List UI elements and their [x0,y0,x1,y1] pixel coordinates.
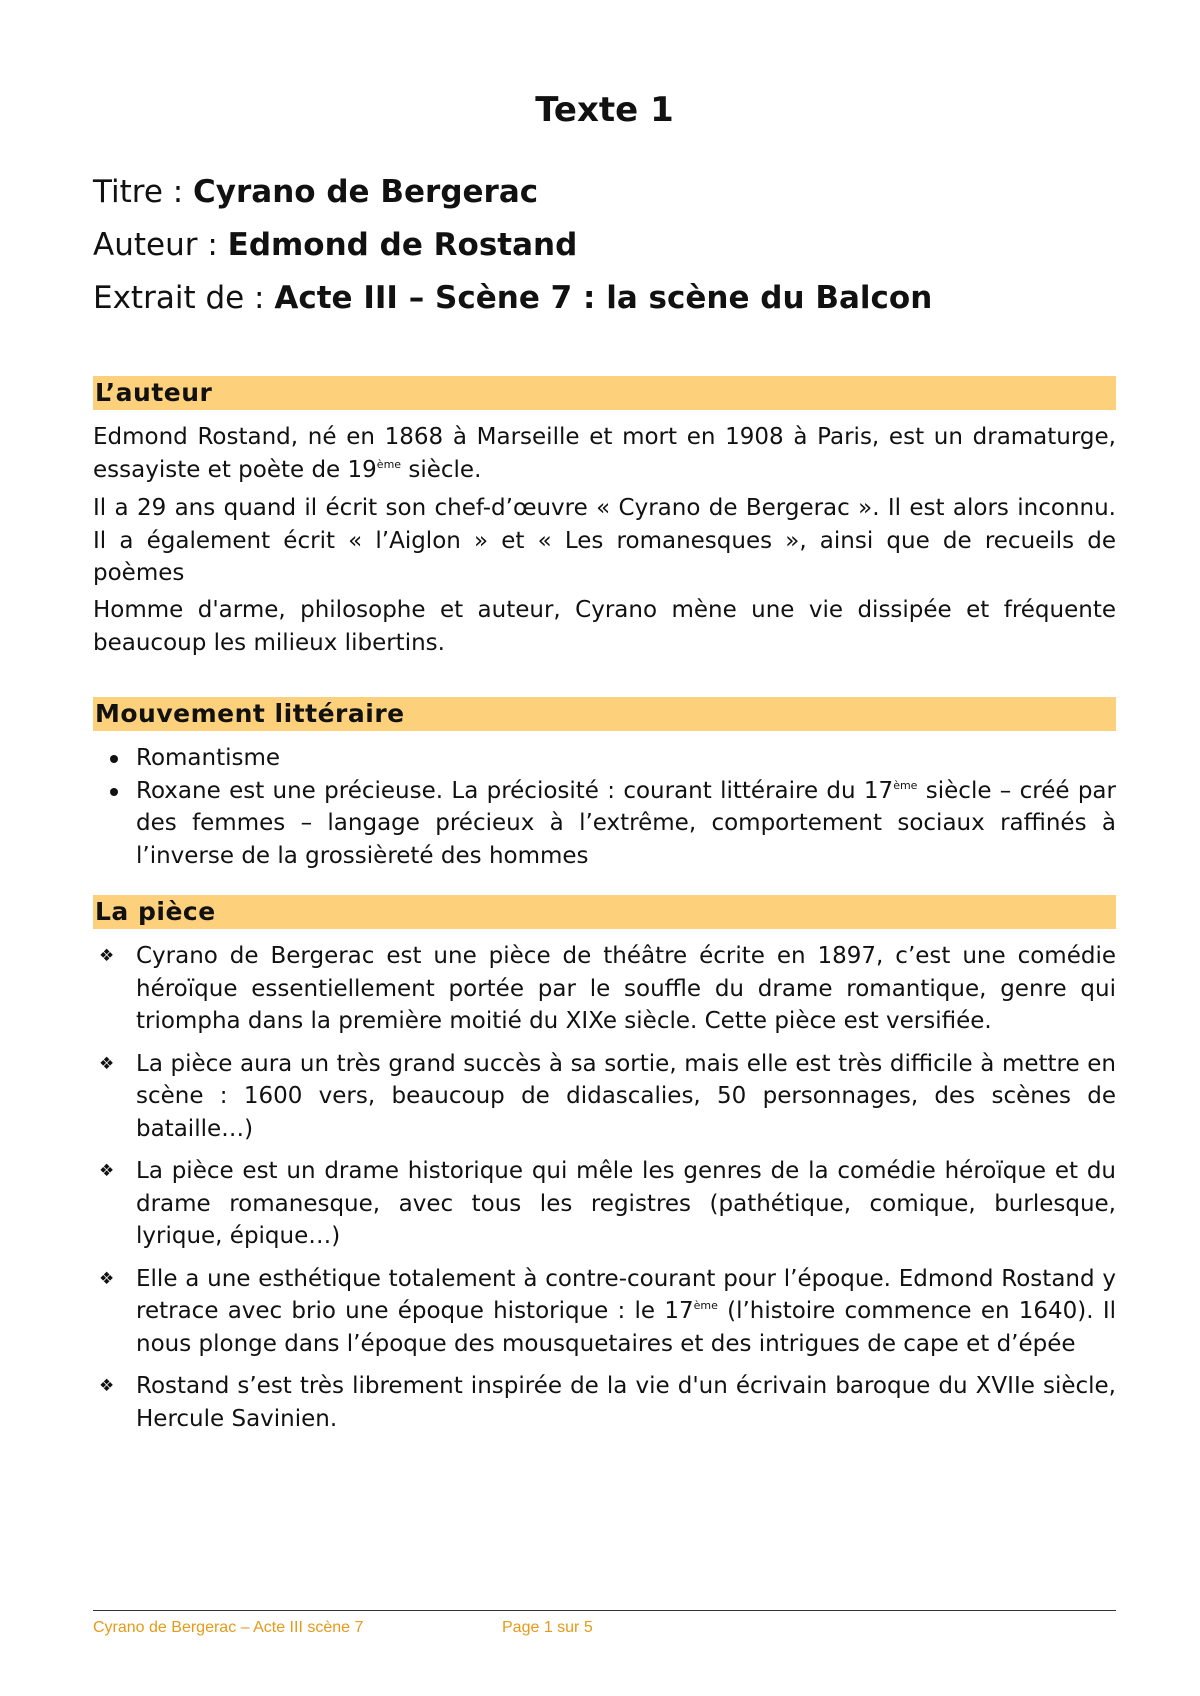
document-title: Texte 1 [535,90,674,130]
auteur-p1-sup: ème [376,457,402,471]
piece-item-2-text: La pièce aura un très grand succès à sa sortie, mais elle est très difficile à mettre en scène : 1600 vers, beaucoup de didascalies, 50 personnages, des scènes de bataille…) [136,1050,1116,1142]
section-heading-auteur [93,376,1116,410]
diamond-bullet-icon: ❖ [99,946,115,966]
mouvement-item-1-text: Romantisme [136,745,281,771]
meta-auteur [93,227,577,263]
list-item [93,1370,1116,1435]
piece-item-4-sup: ème [693,1299,718,1312]
list-item [93,1263,1116,1361]
piece-item-5-text: Rostand s’est très librement inspirée de la vie d'un écrivain baroque du XVIIe siècle, Hercule Savinien. [136,1373,1116,1432]
piece-diamond-list [93,940,1116,1445]
piece-item-1-text: Cyrano de Bergerac est une pièce de théâtre écrite en 1897, c’est une comédie héroïque essentiellement portée par le souffle du drame romantique, genre qui triompha dans la première moitié du XIXe siècle. Cette pièce est versifiée. [136,943,1116,1034]
piece-item-4-text: Elle a une esthétique totalement à contre-courant pour l’époque. Edmond Rostand y retrace avec brio une époque historique : le 17 [136,1265,1116,1324]
diamond-bullet-icon: ❖ [99,1268,115,1289]
mouvement-item-2-text-end: siècle – créé par des femmes – langage précieux à l’extrême, comportement sociaux raffinés à l’inverse de la grossièreté des hommes [136,777,1116,869]
list-item [93,1155,1116,1253]
list-item [93,775,1116,873]
section-heading-piece-text: La pièce [95,897,216,926]
list-item [93,1048,1116,1146]
section-heading-mouvement [93,697,1116,731]
auteur-p1-text-end: siècle. [401,456,482,483]
meta-extrait-value: Acte III – Scène 7 : la scène du Balcon [274,280,933,316]
diamond-bullet-icon: ❖ [99,1161,115,1181]
mouvement-item-2-text: Roxane est une précieuse. La préciosité : courant littéraire du 17 [136,777,894,804]
section-heading-mouvement-text: Mouvement littéraire [95,699,405,728]
meta-auteur-value: Edmond de Rostand [227,227,578,263]
piece-item-4-text-end: (l’histoire commence en 1640). Il nous plonge dans l’époque des mousquetaires et des intrigues de cape et d’épée [136,1298,1117,1357]
piece-item-3-text: La pièce est un drame historique qui mêle les genres de la comédie héroïque et du drame romanesque, avec tous les registres (pathétique, comique, burlesque, lyrique, épique…) [136,1158,1116,1249]
diamond-bullet-icon: ❖ [99,1053,115,1074]
section-heading-auteur-text: L’auteur [95,378,213,407]
auteur-paragraph-2: Il a 29 ans quand il écrit son chef-d’œuvre « Cyrano de Bergerac ». Il est alors inconnu. Il a également écrit « l’Aiglon » et « Les romanesques », ainsi que de recueils de poèmes [93,495,1116,586]
list-item [93,940,1116,1038]
footer-document-name: Cyrano de Bergerac – Acte III scène 7 [93,1619,364,1636]
mouvement-item-2-sup: ème [893,778,918,792]
auteur-paragraph-1 [93,421,1116,486]
mouvement-bullet-list [93,742,1116,872]
meta-extrait-label: Extrait de : [93,280,275,316]
list-item [93,742,1116,775]
meta-extrait [93,280,932,316]
diamond-bullet-icon: ❖ [99,1376,115,1396]
footer-page-number: Page 1 sur 5 [502,1619,593,1636]
bullet-dot-icon [110,788,118,796]
section-heading-piece [93,895,1116,929]
meta-auteur-label: Auteur : [93,227,228,263]
meta-titre [93,174,538,210]
footer-divider [93,1610,1116,1611]
meta-titre-label: Titre : [93,174,194,210]
auteur-paragraph-3: Homme d'arme, philosophe et auteur, Cyrano mène une vie dissipée et fréquente beaucoup les milieux libertins. [93,597,1116,656]
bullet-dot-icon [110,755,118,763]
auteur-p1-text: Edmond Rostand, né en 1868 à Marseille et mort en 1908 à Paris, est un dramaturge, essayiste et poète de 19 [93,424,1116,483]
meta-titre-value: Cyrano de Bergerac [193,174,539,210]
